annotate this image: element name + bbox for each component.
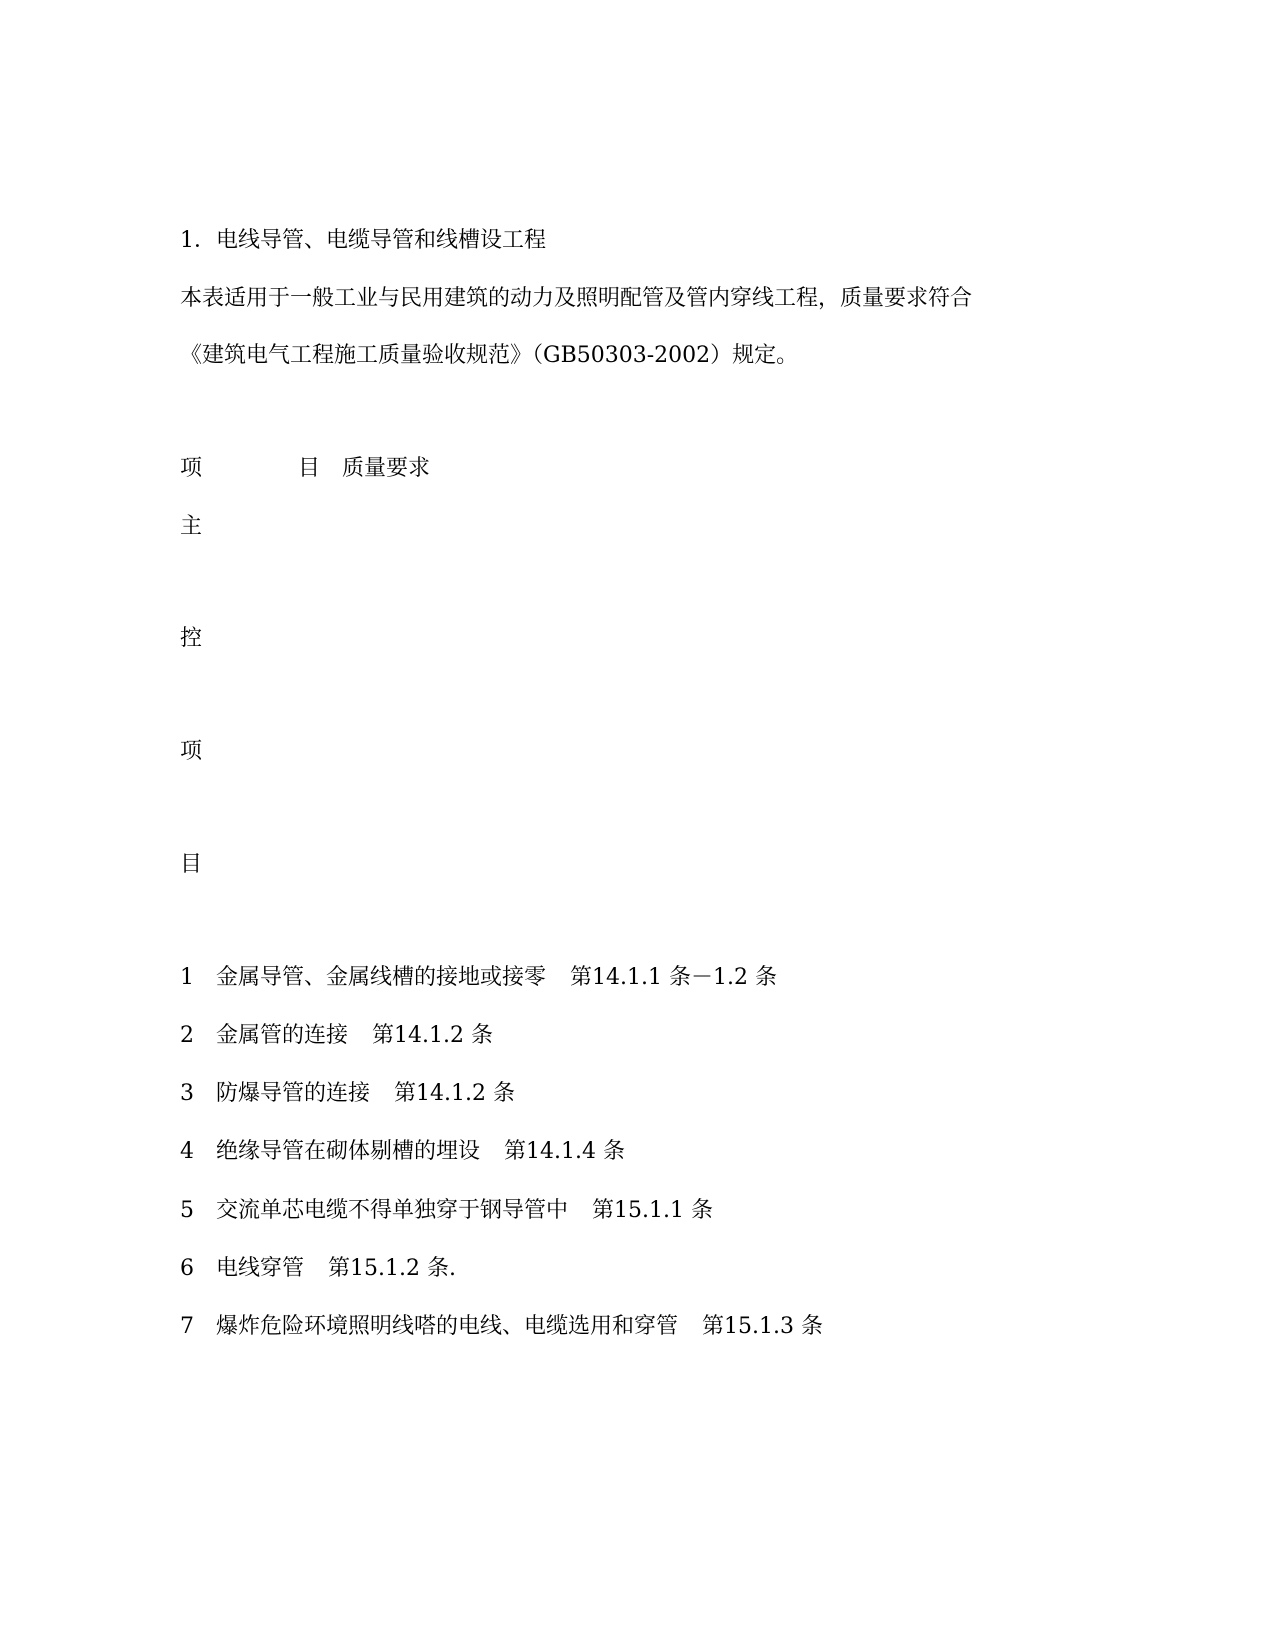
item-description: 防爆导管的连接 [216, 1081, 371, 1106]
section-title: 1．电线导管、电缆导管和线槽设工程 [180, 228, 546, 253]
item-description: 金属管的连接 [216, 1023, 349, 1048]
list-item [180, 1021, 493, 1051]
intro-line-1: 本表适用于一般工业与民用建筑的动力及照明配管及管内穿线工程，质量要求符合 [180, 286, 973, 311]
list-item [180, 1079, 515, 1109]
list-item [180, 1312, 823, 1342]
category-char-1: 主 [180, 514, 203, 539]
item-number: 2 [180, 1023, 194, 1048]
item-description: 爆炸危险环境照明线嗒的电线、电缆选用和穿管 [216, 1314, 679, 1339]
item-reference: 第14.1.2 条 [394, 1081, 515, 1106]
item-reference: 第15.1.2 条. [328, 1256, 456, 1281]
item-number: 5 [180, 1198, 194, 1223]
item-description: 交流单芯电缆不得单独穿于钢导管中 [216, 1198, 569, 1223]
item-reference: 第14.1.2 条 [372, 1023, 493, 1048]
item-number: 7 [180, 1314, 194, 1339]
header-col1-char1: 项 [180, 456, 203, 481]
header-col2: 质量要求 [342, 456, 431, 481]
item-number: 6 [180, 1256, 194, 1281]
item-description: 绝缘导管在砌体剔槽的埋设 [216, 1139, 481, 1164]
item-reference: 第14.1.4 条 [504, 1139, 625, 1164]
list-item [180, 1254, 456, 1284]
item-number: 4 [180, 1139, 194, 1164]
item-number: 1 [180, 965, 194, 990]
list-item [180, 1137, 625, 1167]
item-description: 金属导管、金属线槽的接地或接零 [216, 965, 547, 990]
intro-line-2: 《建筑电气工程施工质量验收规范》（GB50303-2002）规定。 [180, 343, 799, 368]
item-number: 3 [180, 1081, 194, 1106]
header-col1-char2: 目 [298, 456, 321, 481]
item-reference: 第14.1.1 条－1.2 条 [570, 965, 777, 990]
item-reference: 第15.1.1 条 [592, 1198, 713, 1223]
item-description: 电线穿管 [216, 1256, 305, 1281]
list-item [180, 1196, 713, 1226]
category-char-2: 控 [180, 626, 203, 651]
category-char-4: 目 [180, 852, 203, 877]
list-item [180, 963, 777, 993]
category-char-3: 项 [180, 739, 203, 764]
item-reference: 第15.1.3 条 [702, 1314, 823, 1339]
table-header [180, 454, 430, 484]
